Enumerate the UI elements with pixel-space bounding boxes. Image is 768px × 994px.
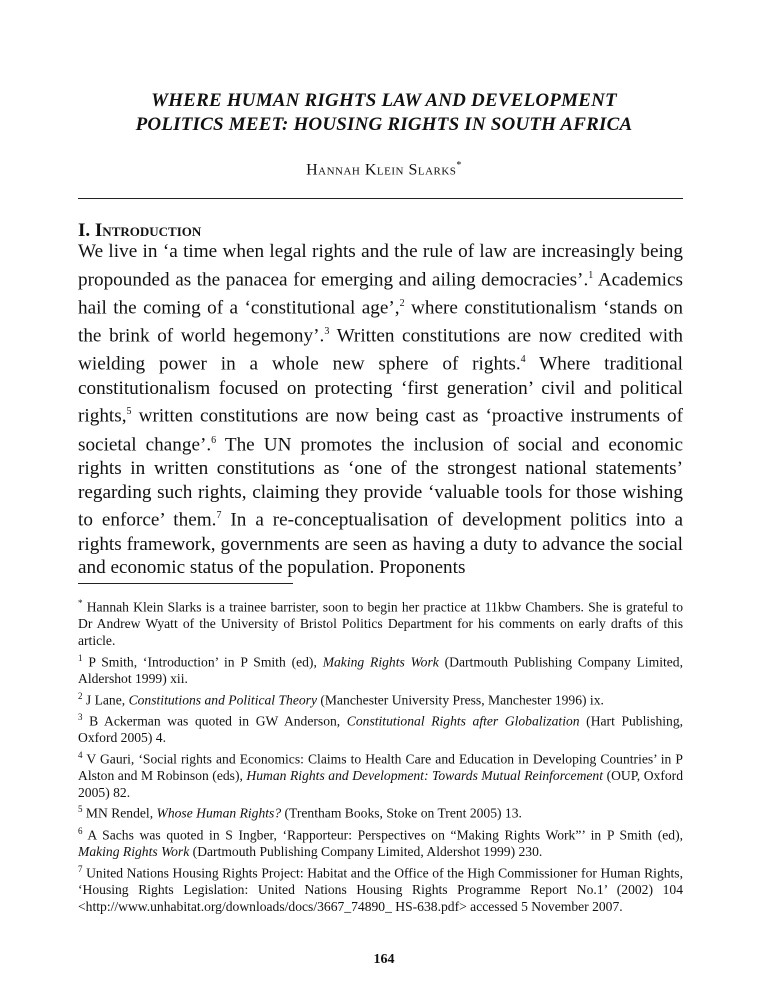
footnote-mark: * [78,598,83,608]
section-heading [78,220,201,242]
title-line-1: WHERE HUMAN RIGHTS LAW AND DEVELOPMENT [151,90,617,111]
body-paragraph [78,240,683,580]
body-text-segment: The UN promotes the inclusion of social and economic rights in written constitutions as ‘one of the strongest national statements’ regarding such rights, claiming they provide ‘valuable tools for those wishing to enforce’ them. [78,433,683,531]
body-text-segment: Academics hail the coming of a ‘constitutional age’, [78,269,683,319]
footnote-text: (Dartmouth Publishing Company Limited, Aldershot 1999) 230. [189,843,543,859]
body-text-segment: In a re-conceptualisation of development politics into a rights framework, governments are seen as having a duty to advance the social and economic status of the population. Proponents [78,509,683,579]
footnote-divider [78,583,293,584]
footnote-ref: 6 [211,434,217,446]
footnote-book-title: Whose Human Rights? [156,805,282,821]
footnote-3 [78,709,683,747]
footnote-mark: 3 [78,711,83,722]
footnote-text: Hannah Klein Slarks is a trainee barrister, soon to begin her practice at 11kbw Chambers. She is grateful to Dr Andrew Wyatt of the University of Bristol Politics Department for his comments on early drafts of this article. [78,599,683,648]
article-title [60,89,708,137]
footnote-6 [78,823,683,861]
footnote-text: United Nations Housing Rights Project: Habitat and the Office of the High Commissioner for Human Rights, ‘Housing Rights Legislation: United Nations Housing Rights Programme Report No.1’ (2002) 104 <http://www.unhabitat.org/downloads/docs/3667_74890_ HS-638.pdf> accessed 5 November 2007. [78,865,683,914]
footnote-ref: 4 [520,354,526,366]
title-line-2: POLITICS MEET: HOUSING RIGHTS IN SOUTH AFRICA [135,114,633,135]
footnote-mark: 4 [78,749,83,760]
footnote-mark: 2 [78,690,83,701]
footnote-mark: 5 [78,804,83,815]
footnotes [78,595,683,915]
footnote-ref: 5 [126,406,132,418]
footnote-mark: 7 [78,863,83,874]
section-title: Introduction [94,220,202,241]
body-text-segment: Written constitutions are now credited with wielding power in a whole new sphere of rights. [78,325,683,375]
footnote-text: (Hart Publishing, Oxford 2005) 4. [78,713,684,746]
footnote-ref: 7 [216,510,222,522]
footnote-4 [78,747,683,802]
footnote-book-title: Making Rights Work [322,654,439,670]
footnote-book-title: Human Rights and Development: Towards Mutual Reinforcement [246,767,604,783]
header-divider [78,198,683,199]
author-name-text: Hannah Klein Slarks [306,161,457,179]
footnote-text: P Smith, ‘Introduction’ in P Smith (ed), [82,654,323,670]
footnote-ref: 2 [399,297,405,309]
footnote-text: (Manchester University Press, Manchester 1996) ix. [317,692,604,708]
body-text-segment: where constitutionalism ‘stands on the brink of world hegemony’. [78,297,683,347]
author-footnote-mark: * [456,160,462,171]
footnote-book-title: Making Rights Work [78,843,190,859]
footnote-7 [78,861,683,916]
footnote-text: B Ackerman was quoted in GW Anderson, [82,713,347,729]
footnote-text: MN Rendel, [82,805,157,821]
footnote-mark: 1 [78,652,83,663]
body-text-segment: We live in ‘a time when legal rights and the rule of law are increasingly being propounded as the panacea for emerging and ailing democracies’. [78,241,683,291]
footnote-text: (Dartmouth Publishing Company Limited, Aldershot 1999) xii. [78,654,684,686]
author-name [60,160,708,179]
footnote-text: A Sachs was quoted in S Ingber, ‘Rapporteur: Perspectives on “Making Rights Work”’ in P Smith (ed), [82,827,683,843]
page-number: 164 [373,952,395,967]
footnote-text: (Trentham Books, Stoke on Trent 2005) 13. [281,805,522,821]
footnote-ref: 3 [324,326,330,338]
section-number: I. [78,220,91,241]
body-text-segment: written constitutions are now being cast as ‘proactive instruments of societal change’. [78,405,683,455]
body-text [78,240,683,580]
footnote-1 [78,650,683,688]
footnote-star [78,595,683,650]
footnote-book-title: Constitutional Rights after Globalization [346,713,580,729]
footnote-text: V Gauri, ‘Social rights and Economics: Claims to Health Care and Education in Developing Countries’ in P Alston and M Robinson (eds), [78,751,683,783]
footnote-book-title: Constitutions and Political Theory [128,692,317,708]
footnote-2 [78,688,683,709]
footnote-ref: 1 [588,269,594,281]
footnote-5 [78,801,683,822]
body-text-segment: Where traditional constitutionalism focused on protecting ‘first generation’ civil and political rights, [78,353,683,427]
footnote-mark: 6 [78,825,83,836]
footnote-text: (OUP, Oxford 2005) 82. [78,767,683,800]
footnote-text: J Lane, [82,692,129,708]
